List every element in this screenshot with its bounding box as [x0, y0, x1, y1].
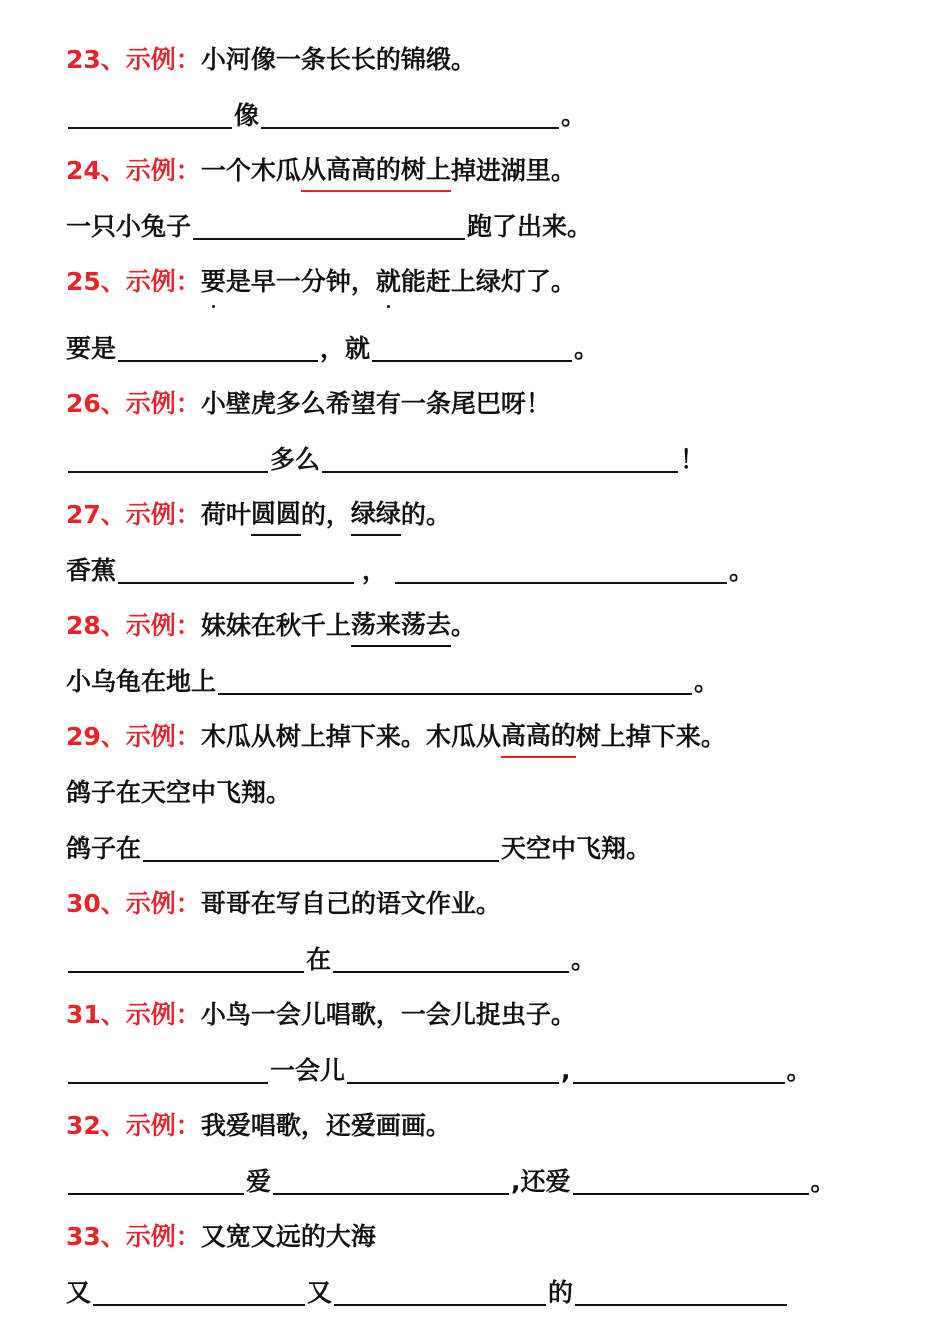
q32-label: 示例： [125, 1111, 201, 1140]
q24-example [66, 151, 576, 191]
q31-answer [66, 1051, 812, 1091]
q32-number: 32、 [66, 1111, 126, 1140]
q24-number: 24、 [66, 156, 126, 185]
q29-text-1: 鸽子在 [66, 834, 142, 863]
q31-blank-1[interactable] [68, 1058, 268, 1084]
q30-example-text: 哥哥在写自己的语文作业。 [200, 889, 501, 918]
q26-text-1: 多么 [270, 445, 321, 474]
q24-example-1: 一个木瓜 [200, 156, 301, 185]
q31-example-text: 小鸟一会儿唱歌，一会儿捉虫子。 [200, 1000, 576, 1029]
q25-example-dot-1: 要 [201, 262, 226, 302]
q24-example-underlined: 从高高的树上 [301, 150, 451, 192]
q27-example-1: 荷叶 [200, 500, 251, 529]
q27-blank-2[interactable] [395, 558, 727, 584]
q33-text-1: 又 [66, 1278, 92, 1307]
q31-blank-2[interactable] [347, 1058, 559, 1084]
q23-number: 23、 [66, 45, 126, 74]
q23-blank-1[interactable] [68, 103, 232, 129]
q30-answer [66, 940, 596, 980]
q24-example-3: 掉进湖里。 [450, 156, 576, 185]
q30-end: 。 [571, 945, 597, 974]
q27-example-3: 的， [300, 500, 351, 529]
q31-text-2: , [561, 1056, 571, 1085]
q23-example [66, 40, 476, 80]
q28-label: 示例： [125, 611, 201, 640]
q32-text-2: ,还爱 [511, 1167, 571, 1196]
q32-end: 。 [810, 1167, 836, 1196]
q30-text-1: 在 [306, 945, 332, 974]
q27-example [66, 495, 451, 535]
q33-text-2: 又 [307, 1278, 333, 1307]
q30-label: 示例： [125, 889, 201, 918]
q31-label: 示例： [125, 1000, 201, 1029]
q23-example-text: 小河像一条长长的锦缎。 [200, 45, 476, 74]
q25-text-1: 要是 [66, 334, 117, 363]
q31-example [66, 995, 576, 1035]
q27-label: 示例： [125, 500, 201, 529]
q31-text-1: 一会儿 [270, 1056, 346, 1085]
q26-answer [66, 440, 705, 480]
q25-end: 。 [574, 334, 600, 363]
q30-example [66, 884, 501, 924]
q28-number: 28、 [66, 611, 126, 640]
q23-blank-2[interactable] [261, 103, 559, 129]
q29-example-underlined: 高高的 [501, 716, 576, 758]
q26-example-text: 小壁虎多么希望有一条尾巴呀！ [200, 389, 551, 418]
q23-label: 示例： [125, 45, 201, 74]
q29-sentence-text: 鸽子在天空中飞翔。 [66, 778, 292, 807]
q28-text-1: 小乌龟在地上 [66, 667, 217, 696]
q28-example-underlined: 荡来荡去 [351, 605, 451, 647]
q27-number: 27、 [66, 500, 126, 529]
q33-label: 示例： [125, 1222, 201, 1251]
q29-example-1: 木瓜从树上掉下来。木瓜从 [200, 722, 501, 751]
q33-example [66, 1217, 376, 1257]
q32-blank-1[interactable] [68, 1169, 244, 1195]
q32-text-1: 爱 [246, 1167, 272, 1196]
q33-number: 33、 [66, 1222, 126, 1251]
q29-blank-1[interactable] [143, 836, 499, 862]
q33-blank-1[interactable] [93, 1280, 305, 1306]
q29-number: 29、 [66, 722, 126, 751]
q25-blank-1[interactable] [118, 336, 318, 362]
q33-blank-3[interactable] [575, 1280, 787, 1306]
q29-example [66, 717, 726, 757]
q27-example-underlined-2: 绿绿 [351, 494, 401, 536]
q27-text-1: 香蕉 [66, 556, 117, 585]
q26-label: 示例： [125, 389, 201, 418]
q29-answer [66, 829, 651, 869]
q28-blank-1[interactable] [218, 669, 692, 695]
q27-example-5: 的。 [400, 500, 451, 529]
q25-text-2: ，就 [320, 334, 371, 363]
q26-blank-2[interactable] [322, 447, 678, 473]
q25-label: 示例： [125, 267, 201, 296]
q27-text-2: ， [362, 556, 388, 585]
q25-example-dot-2: 就 [376, 262, 401, 302]
q23-end: 。 [561, 101, 587, 130]
q32-answer [66, 1162, 836, 1202]
q25-blank-2[interactable] [372, 336, 572, 362]
q26-blank-1[interactable] [68, 447, 268, 473]
q32-example [66, 1106, 451, 1146]
q25-number: 25、 [66, 267, 126, 296]
q24-label: 示例： [125, 156, 201, 185]
q27-answer [66, 551, 754, 591]
q23-text-1: 像 [234, 101, 260, 130]
q27-blank-1[interactable] [118, 558, 354, 584]
q32-example-text: 我爱唱歌，还爱画画。 [200, 1111, 451, 1140]
q30-blank-2[interactable] [333, 947, 569, 973]
q28-end: 。 [694, 667, 720, 696]
q31-blank-3[interactable] [573, 1058, 785, 1084]
q27-example-underlined-1: 圆圆 [251, 494, 301, 536]
q28-example-1: 妹妹在秋千上 [200, 611, 351, 640]
q33-blank-2[interactable] [334, 1280, 546, 1306]
q33-answer [66, 1273, 789, 1313]
q30-blank-1[interactable] [68, 947, 304, 973]
q29-label: 示例： [125, 722, 201, 751]
q29-sentence [66, 773, 291, 813]
q28-example [66, 606, 476, 646]
q25-example-2: 是早一分钟， [225, 267, 376, 296]
q33-example-text: 又宽又远的大海 [200, 1222, 376, 1251]
q26-number: 26、 [66, 389, 126, 418]
q24-blank-1[interactable] [193, 214, 465, 240]
q26-example [66, 384, 551, 424]
q28-example-3: 。 [450, 611, 476, 640]
q28-answer [66, 662, 719, 702]
q24-text-2: 跑了出来。 [467, 212, 593, 241]
q27-end: 。 [729, 556, 755, 585]
q25-example [66, 262, 576, 302]
q32-blank-3[interactable] [573, 1169, 809, 1195]
q25-example-4: 能赶上绿灯了。 [400, 267, 576, 296]
q31-end: 。 [786, 1056, 812, 1085]
q26-end: ！ [680, 445, 706, 474]
q29-text-2: 天空中飞翔。 [501, 834, 652, 863]
q25-answer [66, 329, 599, 369]
q30-number: 30、 [66, 889, 126, 918]
q33-text-3: 的 [548, 1278, 574, 1307]
q31-number: 31、 [66, 1000, 126, 1029]
q23-answer [66, 96, 586, 136]
q24-text-1: 一只小兔子 [66, 212, 192, 241]
q24-answer [66, 207, 592, 247]
q32-blank-2[interactable] [273, 1169, 509, 1195]
q29-example-3: 树上掉下来。 [575, 722, 726, 751]
